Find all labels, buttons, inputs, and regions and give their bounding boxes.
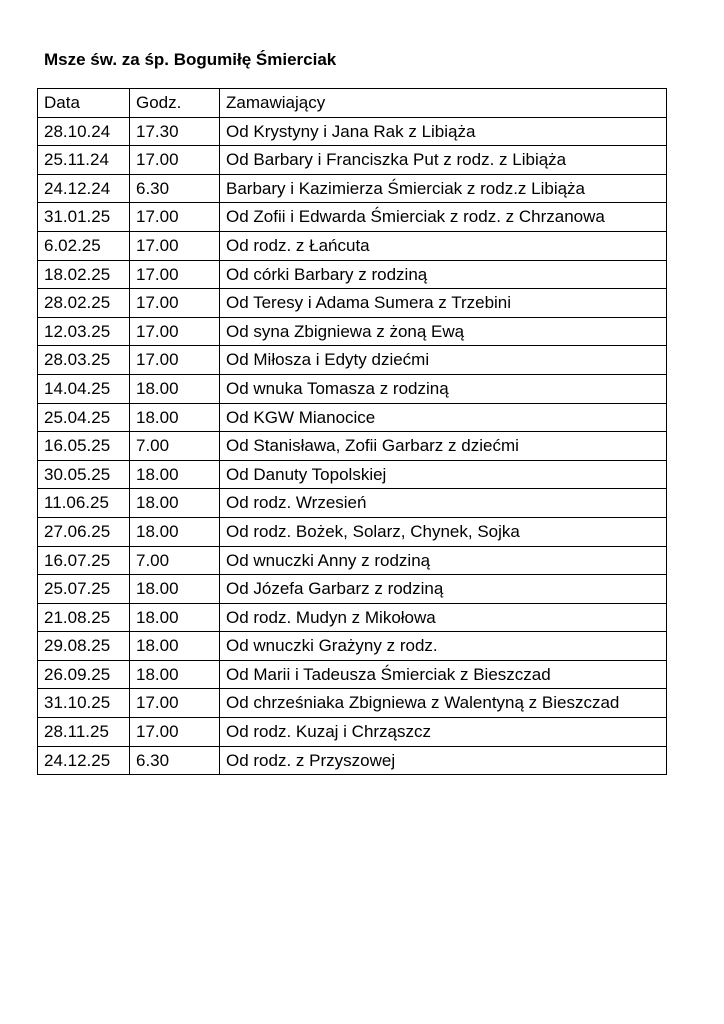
cell-ordered-by: Od Barbary i Franciszka Put z rodz. z Libiąża: [220, 146, 667, 175]
table-row: [38, 460, 667, 489]
cell-time: 17.30: [130, 117, 220, 146]
table-row: [38, 346, 667, 375]
header-date: Data: [38, 89, 130, 118]
cell-date: 16.05.25: [38, 432, 130, 461]
table-row: [38, 718, 667, 747]
table-row: [38, 632, 667, 661]
table-row: [38, 289, 667, 318]
cell-date: 28.02.25: [38, 289, 130, 318]
cell-time: 18.00: [130, 489, 220, 518]
table-row: [38, 231, 667, 260]
cell-date: 30.05.25: [38, 460, 130, 489]
cell-time: 18.00: [130, 374, 220, 403]
cell-time: 7.00: [130, 432, 220, 461]
cell-date: 18.02.25: [38, 260, 130, 289]
cell-ordered-by: Od Józefa Garbarz z rodziną: [220, 575, 667, 604]
cell-time: 17.00: [130, 203, 220, 232]
cell-date: 28.03.25: [38, 346, 130, 375]
cell-date: 12.03.25: [38, 317, 130, 346]
cell-date: 27.06.25: [38, 517, 130, 546]
cell-ordered-by: Od rodz. z Przyszowej: [220, 746, 667, 775]
cell-time: 18.00: [130, 575, 220, 604]
table-row: [38, 689, 667, 718]
cell-ordered-by: Od wnuczki Grażyny z rodz.: [220, 632, 667, 661]
cell-date: 24.12.25: [38, 746, 130, 775]
table-row: [38, 517, 667, 546]
cell-time: 17.00: [130, 317, 220, 346]
cell-time: 18.00: [130, 460, 220, 489]
cell-time: 17.00: [130, 289, 220, 318]
table-row: [38, 260, 667, 289]
cell-time: 7.00: [130, 546, 220, 575]
cell-time: 18.00: [130, 660, 220, 689]
cell-ordered-by: Od rodz. Kuzaj i Chrząszcz: [220, 718, 667, 747]
table-row: [38, 546, 667, 575]
header-time: Godz.: [130, 89, 220, 118]
table-row: [38, 489, 667, 518]
table-body: [38, 117, 667, 775]
cell-ordered-by: Od rodz. Mudyn z Mikołowa: [220, 603, 667, 632]
cell-time: 6.30: [130, 746, 220, 775]
cell-date: 29.08.25: [38, 632, 130, 661]
cell-date: 21.08.25: [38, 603, 130, 632]
table-row: [38, 403, 667, 432]
table-row: [38, 374, 667, 403]
table-row: [38, 575, 667, 604]
cell-date: 6.02.25: [38, 231, 130, 260]
cell-time: 18.00: [130, 632, 220, 661]
cell-ordered-by: Od KGW Mianocice: [220, 403, 667, 432]
cell-time: 17.00: [130, 718, 220, 747]
cell-date: 24.12.24: [38, 174, 130, 203]
cell-time: 17.00: [130, 146, 220, 175]
header-ordered-by: Zamawiający: [220, 89, 667, 118]
cell-ordered-by: Barbary i Kazimierza Śmierciak z rodz.z Libiąża: [220, 174, 667, 203]
table-row: [38, 603, 667, 632]
cell-time: 18.00: [130, 517, 220, 546]
table-row: [38, 746, 667, 775]
cell-date: 16.07.25: [38, 546, 130, 575]
table-row: [38, 317, 667, 346]
cell-date: 28.10.24: [38, 117, 130, 146]
cell-time: 17.00: [130, 260, 220, 289]
cell-ordered-by: Od syna Zbigniewa z żoną Ewą: [220, 317, 667, 346]
cell-ordered-by: Od Marii i Tadeusza Śmierciak z Bieszczad: [220, 660, 667, 689]
cell-time: 17.00: [130, 231, 220, 260]
cell-ordered-by: Od Miłosza i Edyty dziećmi: [220, 346, 667, 375]
cell-ordered-by: Od wnuka Tomasza z rodziną: [220, 374, 667, 403]
cell-time: 17.00: [130, 346, 220, 375]
cell-time: 18.00: [130, 603, 220, 632]
cell-ordered-by: Od Teresy i Adama Sumera z Trzebini: [220, 289, 667, 318]
cell-ordered-by: Od Zofii i Edwarda Śmierciak z rodz. z Chrzanowa: [220, 203, 667, 232]
cell-date: 31.01.25: [38, 203, 130, 232]
cell-ordered-by: Od rodz. Wrzesień: [220, 489, 667, 518]
cell-date: 26.09.25: [38, 660, 130, 689]
cell-time: 17.00: [130, 689, 220, 718]
cell-date: 11.06.25: [38, 489, 130, 518]
table-row: [38, 432, 667, 461]
cell-time: 6.30: [130, 174, 220, 203]
masses-table: [37, 88, 667, 775]
table-row: [38, 117, 667, 146]
table-row: [38, 174, 667, 203]
cell-ordered-by: Od rodz. z Łańcuta: [220, 231, 667, 260]
cell-ordered-by: Od Danuty Topolskiej: [220, 460, 667, 489]
cell-date: 25.11.24: [38, 146, 130, 175]
cell-date: 14.04.25: [38, 374, 130, 403]
cell-ordered-by: Od chrześniaka Zbigniewa z Walentyną z Bieszczad: [220, 689, 667, 718]
cell-ordered-by: Od Krystyny i Jana Rak z Libiąża: [220, 117, 667, 146]
cell-ordered-by: Od Stanisława, Zofii Garbarz z dziećmi: [220, 432, 667, 461]
table-header-row: [38, 89, 667, 118]
cell-ordered-by: Od córki Barbary z rodziną: [220, 260, 667, 289]
cell-date: 28.11.25: [38, 718, 130, 747]
cell-time: 18.00: [130, 403, 220, 432]
cell-date: 25.04.25: [38, 403, 130, 432]
table-row: [38, 203, 667, 232]
cell-date: 31.10.25: [38, 689, 130, 718]
cell-ordered-by: Od wnuczki Anny z rodziną: [220, 546, 667, 575]
cell-ordered-by: Od rodz. Bożek, Solarz, Chynek, Sojka: [220, 517, 667, 546]
cell-date: 25.07.25: [38, 575, 130, 604]
document-title: Msze św. za śp. Bogumiłę Śmierciak: [44, 50, 337, 69]
table-row: [38, 146, 667, 175]
table-row: [38, 660, 667, 689]
